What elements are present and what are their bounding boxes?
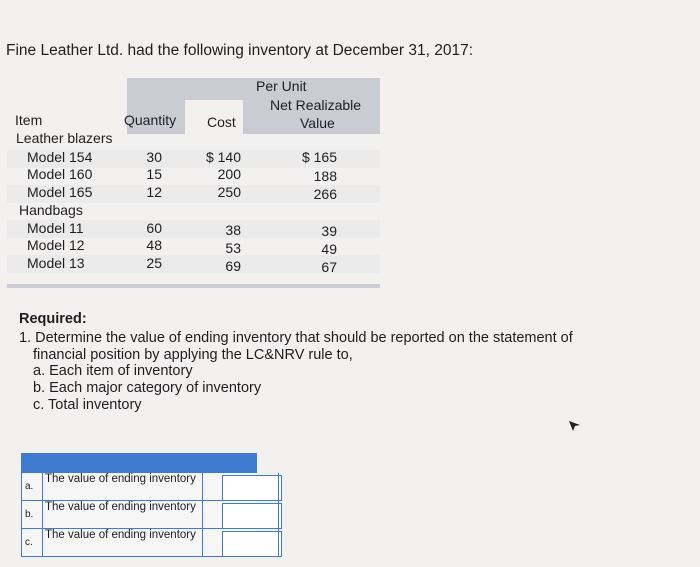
answer-row-text: The value of ending inventory <box>42 529 205 556</box>
header-quantity: Quantity <box>124 112 177 128</box>
answer-spacer-cell <box>202 473 219 500</box>
item-model-154: Model 154 <box>27 149 93 165</box>
cost-model-165: 250 <box>217 184 241 200</box>
quantity-model-13: 25 <box>146 255 162 271</box>
quantity-model-154: 30 <box>146 149 162 165</box>
required-item-c: c. Total inventory <box>33 397 142 413</box>
header-nrv-line2: Net Realizable <box>270 97 362 113</box>
cost-model-13: 69 <box>225 258 241 274</box>
answer-row-text: The value of ending inventory <box>42 501 205 528</box>
item-model-12: Model 12 <box>27 237 85 253</box>
answer-table <box>21 453 257 557</box>
quantity-model-11: 60 <box>146 220 162 236</box>
required-line2: financial position by applying the LC&NRV rule to, <box>33 347 353 363</box>
item-model-11: Model 11 <box>27 220 84 236</box>
table-bottom-rule <box>7 284 380 288</box>
answer-row-text: The value of ending inventory <box>42 473 205 500</box>
cost-model-154: $ 140 <box>205 149 241 165</box>
answer-table-header <box>21 453 257 473</box>
item-model-160: Model 160 <box>27 166 93 182</box>
header-nrv-line1: Per Unit <box>256 78 307 94</box>
quantity-model-160: 15 <box>146 166 162 182</box>
required-line1: 1. Determine the value of ending inventory that should be reported on the statement of <box>19 330 573 346</box>
cost-model-11: 38 <box>225 222 241 238</box>
nrv-model-13: 67 <box>321 259 337 275</box>
header-nrv-line3: Value <box>300 115 335 131</box>
required-heading: Required: <box>19 311 87 327</box>
category-leather-blazers: Leather blazers <box>16 130 113 146</box>
cost-model-12: 53 <box>225 240 241 256</box>
required-item-a: a. Each item of inventory <box>33 363 193 379</box>
quantity-model-165: 12 <box>146 184 162 200</box>
required-item-b: b. Each major category of inventory <box>33 380 262 396</box>
answer-row-label: c. <box>25 537 33 548</box>
answer-spacer-cell <box>202 501 219 528</box>
problem-title: Fine Leather Ltd. had the following inventory at December 31, 2017: <box>6 42 474 59</box>
category-handbags: Handbags <box>19 202 83 218</box>
answer-row-label: a. <box>25 481 34 492</box>
item-model-13: Model 13 <box>27 255 85 271</box>
nrv-model-12: 49 <box>321 241 337 257</box>
nrv-model-165: 266 <box>313 186 337 202</box>
answer-table-right-border <box>221 473 279 557</box>
nrv-model-11: 39 <box>321 223 337 239</box>
header-cost: Cost <box>207 114 236 130</box>
answer-row-label: b. <box>25 509 34 520</box>
cost-model-160: 200 <box>217 166 241 182</box>
mouse-cursor-icon <box>568 419 582 435</box>
quantity-model-12: 48 <box>146 237 162 253</box>
answer-spacer-cell <box>202 529 219 556</box>
header-item: Item <box>15 112 43 128</box>
item-model-165: Model 165 <box>27 184 93 200</box>
nrv-model-160: 188 <box>313 168 337 184</box>
nrv-model-154: $ 165 <box>301 149 337 165</box>
